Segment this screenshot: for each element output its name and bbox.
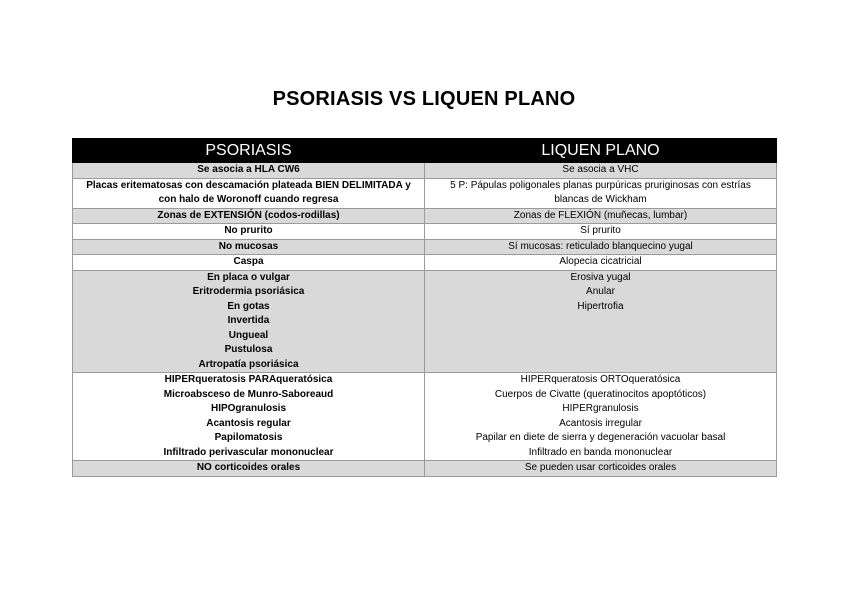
table-row — [73, 208, 777, 224]
table-row — [73, 224, 777, 240]
cell-line: con halo de Woronoff cuando regresa — [158, 194, 339, 205]
cell-line: Artropatía psoriásica — [198, 358, 299, 370]
cell-line: HIPERqueratosis ORTOqueratósica — [520, 374, 681, 385]
table-row — [73, 239, 777, 255]
cell-line: Infiltrado perivascular mononuclear — [163, 446, 334, 458]
cell-line: Papilar en diete de sierra y degeneración vacuolar basal — [475, 432, 726, 443]
liquen-plano-cell — [425, 239, 777, 255]
cell-line: Pustulosa — [224, 344, 273, 355]
liquen-plano-cell — [425, 224, 777, 240]
cell-line: Infiltrado en banda mononuclear — [528, 446, 673, 458]
cell-line: Erosiva yugal — [570, 271, 631, 283]
cell-line: Microabsceso de Munro-Saboreaud — [163, 388, 334, 400]
cell-line: Se asocia a HLA CW6 — [197, 164, 300, 175]
cell-line: Zonas de FLEXIÓN (muñecas, lumbar) — [513, 209, 688, 221]
cell-line: HIPERgranulosis — [562, 403, 639, 414]
liquen-plano-cell — [425, 163, 777, 179]
cell-line: blancas de Wickham — [554, 194, 647, 205]
cell-line: Invertida — [227, 315, 270, 326]
cell-line: Se pueden usar corticoides orales — [524, 462, 677, 473]
cell-line: Ungueal — [228, 329, 269, 341]
table-row — [73, 461, 777, 477]
cell-line: Sí prurito — [580, 225, 621, 236]
psoriasis-cell — [73, 224, 425, 240]
document-title: PSORIASIS VS LIQUEN PLANO — [272, 88, 576, 110]
table-header-row — [73, 139, 777, 163]
cell-line: Acantosis irregular — [559, 417, 642, 429]
psoriasis-cell — [73, 208, 425, 224]
table-row — [73, 255, 777, 271]
cell-line: Acantosis regular — [206, 417, 291, 429]
cell-line: En placa o vulgar — [207, 271, 290, 283]
header-psoriasis: PSORIASIS — [73, 139, 425, 163]
psoriasis-cell — [73, 373, 425, 461]
header-liquen-plano: LIQUEN PLANO — [425, 139, 777, 163]
psoriasis-cell — [73, 178, 425, 208]
cell-line: 5 P: Pápulas poligonales planas purpúricas pruriginosas con estrías — [450, 179, 751, 191]
cell-line: Caspa — [233, 256, 264, 267]
liquen-plano-cell — [425, 373, 777, 461]
cell-line: Zonas de EXTENSIÓN (codos-rodillas) — [157, 209, 340, 221]
cell-line: Hipertrofia — [577, 300, 624, 312]
psoriasis-cell — [73, 163, 425, 179]
liquen-plano-cell — [425, 255, 777, 271]
table-row — [73, 178, 777, 208]
table-row — [73, 373, 777, 461]
cell-line: En gotas — [227, 300, 270, 312]
table-body — [73, 163, 777, 477]
cell-line: Anular — [586, 286, 615, 297]
cell-line: Cuerpos de Civatte (queratinocitos apoptóticos) — [494, 388, 707, 400]
psoriasis-cell — [73, 239, 425, 255]
cell-line: Sí mucosas: reticulado blanquecino yugal — [508, 240, 693, 252]
cell-line: Alopecia cicatricial — [559, 256, 642, 267]
cell-line: Eritrodermia psoriásica — [192, 286, 305, 297]
cell-line: NO corticoides orales — [196, 462, 301, 473]
psoriasis-cell — [73, 255, 425, 271]
psoriasis-cell — [73, 270, 425, 373]
cell-line: No prurito — [224, 225, 273, 236]
cell-line: Se asocia a VHC — [562, 164, 639, 175]
comparison-table — [72, 138, 777, 477]
liquen-plano-cell — [425, 178, 777, 208]
table-row — [73, 270, 777, 373]
psoriasis-cell — [73, 461, 425, 477]
liquen-plano-cell — [425, 208, 777, 224]
table-row — [73, 163, 777, 179]
cell-line: HIPERqueratosis PARAqueratósica — [164, 374, 333, 385]
cell-line: No mucosas — [218, 240, 279, 252]
liquen-plano-cell — [425, 270, 777, 373]
liquen-plano-cell — [425, 461, 777, 477]
cell-line: Placas eritematosas con descamación plateada BIEN DELIMITADA y — [86, 179, 411, 191]
cell-line: HIPOgranulosis — [210, 403, 286, 414]
cell-line: Papilomatosis — [214, 432, 283, 443]
